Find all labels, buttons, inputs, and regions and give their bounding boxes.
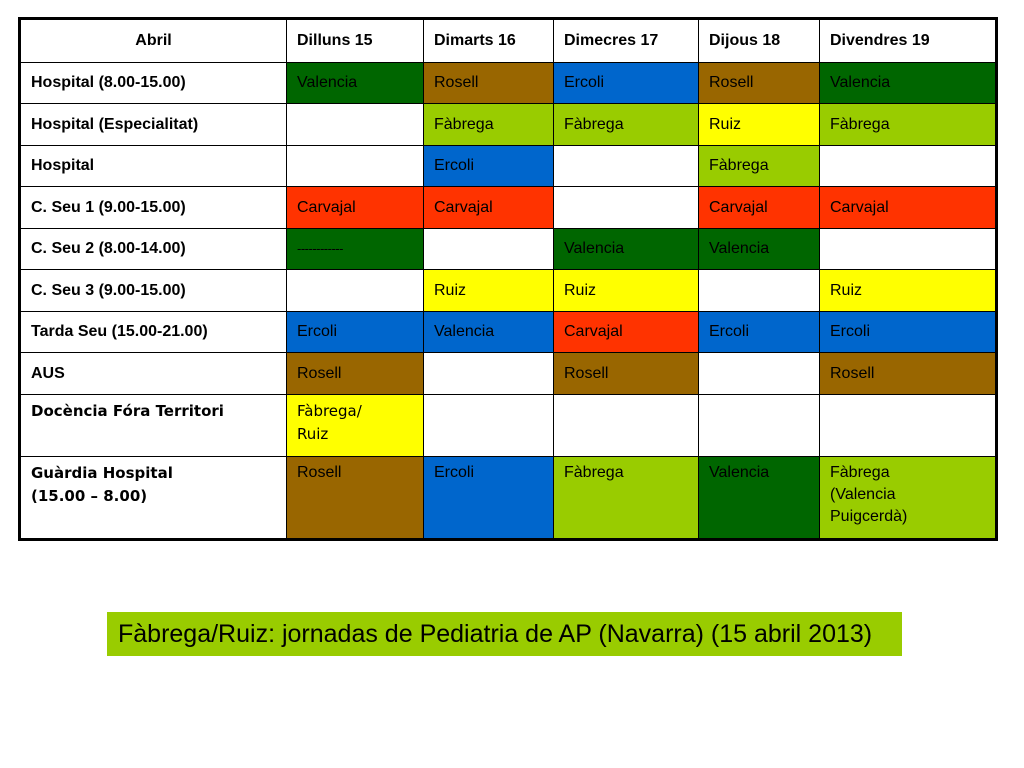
shift-cell: Ercoli [287, 312, 424, 353]
shift-cell: Fàbrega [554, 104, 699, 146]
note-banner: Fàbrega/Ruiz: jornadas de Pediatria de AP (Navarra) (15 abril 2013) [107, 612, 902, 656]
table-row [20, 229, 997, 270]
shift-cell: Ercoli [424, 457, 554, 540]
row-label: AUS [20, 353, 287, 395]
shift-cell [820, 229, 997, 270]
shift-cell [554, 146, 699, 187]
table-row [20, 270, 997, 312]
shift-cell: Valencia [699, 457, 820, 540]
row-label: Docència Fóra Territori [20, 395, 287, 457]
row-label: C. Seu 1 (9.00-15.00) [20, 187, 287, 229]
shift-cell: Carvajal [424, 187, 554, 229]
shift-cell [820, 146, 997, 187]
shift-cell [287, 270, 424, 312]
header-cell: Dilluns 15 [287, 19, 424, 63]
shift-cell: Fàbrega/ Ruiz [287, 395, 424, 457]
shift-cell: Ercoli [554, 63, 699, 104]
header-cell: Dimarts 16 [424, 19, 554, 63]
shift-cell: Rosell [699, 63, 820, 104]
header-cell: Dijous 18 [699, 19, 820, 63]
table-row [20, 146, 997, 187]
shift-cell: Ercoli [424, 146, 554, 187]
shift-cell [287, 104, 424, 146]
table-row [20, 353, 997, 395]
shift-cell [554, 187, 699, 229]
shift-cell: Rosell [424, 63, 554, 104]
shift-cell: Ercoli [820, 312, 997, 353]
shift-cell: ------------ [287, 229, 424, 270]
shift-cell [699, 353, 820, 395]
shift-cell: Fàbrega [820, 104, 997, 146]
schedule-table [18, 17, 998, 541]
table-row [20, 187, 997, 229]
shift-cell: Carvajal [287, 187, 424, 229]
header-cell: Dimecres 17 [554, 19, 699, 63]
shift-cell: Ruiz [554, 270, 699, 312]
shift-cell [287, 146, 424, 187]
shift-cell: Valencia [287, 63, 424, 104]
shift-cell: Rosell [820, 353, 997, 395]
shift-cell [820, 395, 997, 457]
row-label: Hospital (8.00-15.00) [20, 63, 287, 104]
shift-cell: Rosell [287, 457, 424, 540]
shift-cell: Ruiz [820, 270, 997, 312]
header-row [20, 19, 997, 63]
shift-cell: Rosell [554, 353, 699, 395]
shift-cell: Ruiz [424, 270, 554, 312]
table-row [20, 457, 997, 540]
shift-cell: Fàbrega [424, 104, 554, 146]
shift-cell [424, 395, 554, 457]
shift-cell: Carvajal [554, 312, 699, 353]
shift-cell: Carvajal [820, 187, 997, 229]
table-row [20, 312, 997, 353]
shift-cell: Valencia [554, 229, 699, 270]
shift-cell: Rosell [287, 353, 424, 395]
table-row [20, 395, 997, 457]
shift-cell [424, 353, 554, 395]
row-label: Hospital (Especialitat) [20, 104, 287, 146]
shift-cell: Carvajal [699, 187, 820, 229]
row-label: C. Seu 3 (9.00-15.00) [20, 270, 287, 312]
shift-cell [699, 270, 820, 312]
shift-cell [554, 395, 699, 457]
row-label: Tarda Seu (15.00-21.00) [20, 312, 287, 353]
shift-cell: Valencia [424, 312, 554, 353]
shift-cell: Valencia [820, 63, 997, 104]
shift-cell: Valencia [699, 229, 820, 270]
header-cell: Abril [20, 19, 287, 63]
shift-cell: Ruiz [699, 104, 820, 146]
shift-cell [699, 395, 820, 457]
row-label: Guàrdia Hospital (15.00 – 8.00) [20, 457, 287, 540]
shift-cell: Fàbrega (Valencia Puigcerdà) [820, 457, 997, 540]
header-cell: Divendres 19 [820, 19, 997, 63]
row-label: C. Seu 2 (8.00-14.00) [20, 229, 287, 270]
table-row [20, 63, 997, 104]
row-label: Hospital [20, 146, 287, 187]
table-row [20, 104, 997, 146]
shift-cell: Fàbrega [554, 457, 699, 540]
shift-cell: Ercoli [699, 312, 820, 353]
shift-cell [424, 229, 554, 270]
shift-cell: Fàbrega [699, 146, 820, 187]
